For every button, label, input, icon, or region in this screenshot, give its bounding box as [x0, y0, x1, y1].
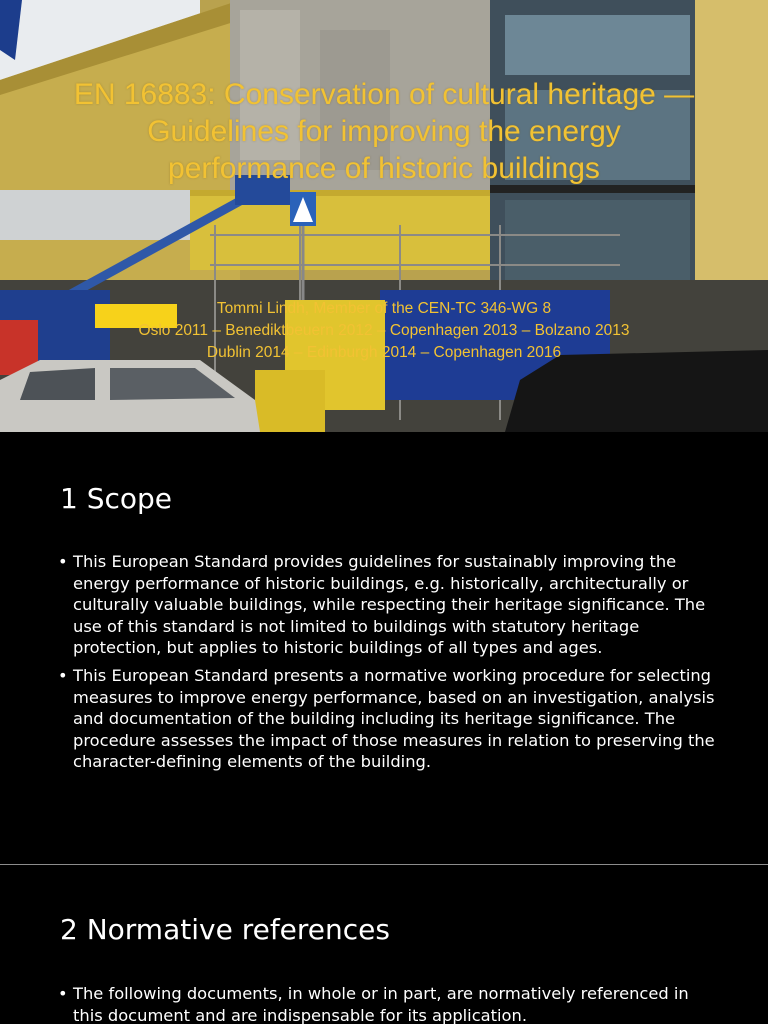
author-line: Tommi Lindh, Member of the CEN-TC 346-WG 8: [216, 300, 552, 317]
normative-references-bullet-list: [58, 983, 723, 1024]
meetings-line-1: Oslo 2011 – Benediktbeuern 2012 – Copenhagen 2013 – Bolzano 2013: [138, 322, 630, 339]
meetings-line-2: Dublin 2014 – Edinburgh 2014 – Copenhagen 2016: [206, 344, 562, 361]
normative-references-heading: 2 Normative references: [60, 913, 390, 946]
building-photo: [0, 0, 768, 432]
bullet-icon: •: [58, 984, 68, 1003]
list-item: [58, 983, 723, 1024]
bullet-icon: •: [58, 665, 68, 685]
list-item: [58, 665, 723, 773]
presentation-subtitle: [60, 298, 708, 364]
scope-heading: 1 Scope: [60, 482, 173, 515]
title-slide: [0, 0, 768, 432]
bullet-text: This European Standard presents a normative working procedure for selecting measures to improve energy performance, based on an investigation, analysis and documentation of the building including its heritage significance. The procedure assesses the impact of those measures in relation to preserving the character-defining elements of the building.: [73, 665, 715, 772]
scope-slide: [0, 432, 768, 864]
bullet-text: The following documents, in whole or in part, are normatively referenced in this document and are indispensable for its application.: [73, 984, 689, 1024]
bullet-icon: •: [58, 552, 68, 571]
normative-references-slide: [0, 865, 768, 1024]
bullet-text: This European Standard provides guidelines for sustainably improving the energy performance of historic buildings, e.g. historically, architecturally or culturally valuable buildings, while respecting their heritage significance. The use of this standard is not limited to buildings with statutory heritage protection, but applies to historic buildings of all types and ages.: [73, 552, 706, 658]
list-item: [58, 551, 723, 659]
scope-bullet-list: [58, 551, 723, 779]
presentation-title: EN 16883: Conservation of cultural heritage — Guidelines for improving the energy performance of historic buildings: [73, 78, 695, 185]
